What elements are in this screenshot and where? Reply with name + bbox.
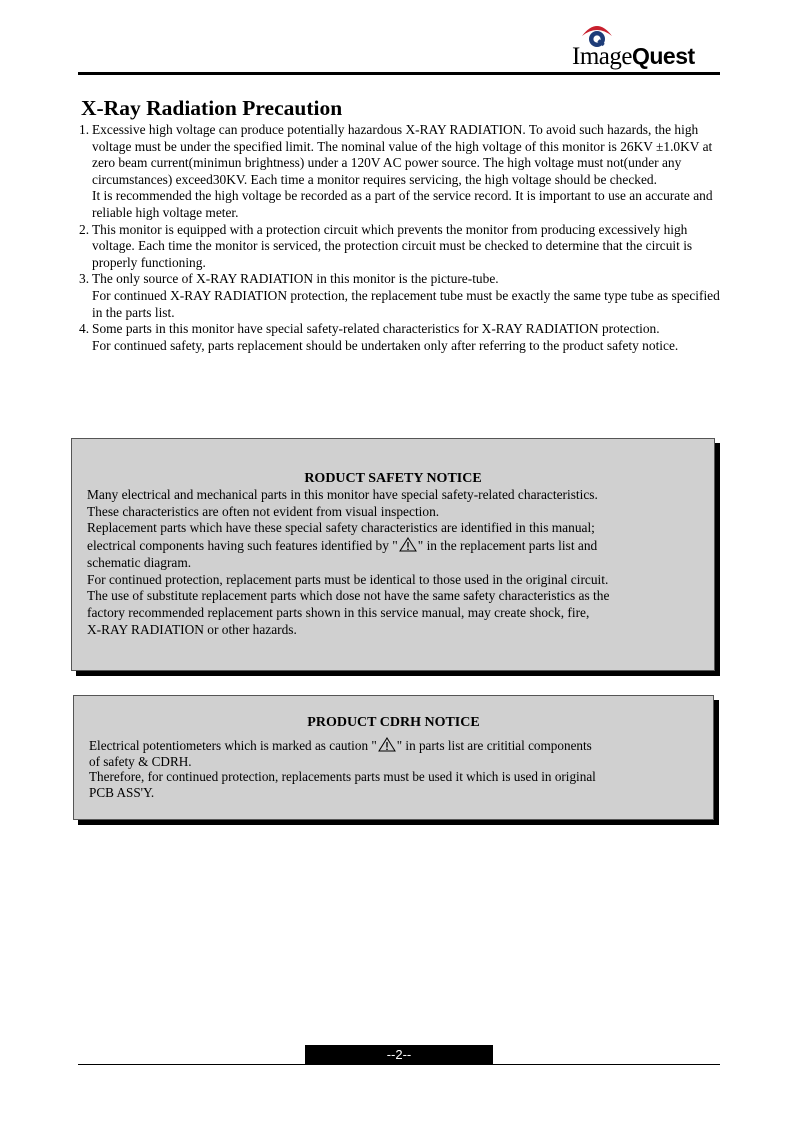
footer-rule bbox=[78, 1064, 720, 1065]
notice-line: These characteristics are often not evident from visual inspection. bbox=[87, 503, 440, 519]
cdrh-notice-body bbox=[74, 737, 713, 800]
list-item bbox=[79, 321, 729, 354]
list-paragraph: For continued X-RAY RADIATION protection, the replacement tube must be exactly the same type tube as specified in the parts list. bbox=[92, 287, 720, 320]
notice-line: Electrical potentiometers which is marked as caution " " in parts list are crititial components bbox=[89, 738, 592, 753]
precaution-list bbox=[79, 122, 729, 354]
notice-line: Many electrical and mechanical parts in this monitor have special safety-related characteristics. bbox=[87, 487, 598, 502]
notice-line: PCB ASS'Y. bbox=[89, 784, 155, 800]
list-number: 2. bbox=[79, 221, 90, 237]
imagequest-logo bbox=[572, 20, 717, 72]
notice-line: For continued protection, replacement parts must be identical to those used in the original circuit. bbox=[87, 571, 609, 587]
list-item bbox=[79, 222, 729, 272]
list-paragraph: This monitor is equipped with a protection circuit which prevents the monitor from producing excessively high voltage. Each time the monitor is serviced, the protection circuit must be checked to determine that the circuit is properly functioning. bbox=[92, 221, 693, 270]
list-paragraph: The only source of X-RAY RADIATION in this monitor is the picture-tube. bbox=[92, 271, 499, 287]
page-title: X-Ray Radiation Precaution bbox=[81, 96, 343, 120]
list-item bbox=[79, 122, 729, 222]
notice-line: X-RAY RADIATION or other hazards. bbox=[87, 621, 297, 637]
list-paragraph: For continued safety, parts replacement should be undertaken only after referring to the product safety notice. bbox=[92, 337, 679, 353]
notice-line: electrical components having such features identified by " " in the replacement parts list and bbox=[87, 538, 598, 554]
cdrh-notice-title: PRODUCT CDRH NOTICE bbox=[307, 715, 480, 730]
notice-line: schematic diagram. bbox=[87, 554, 192, 570]
list-paragraph: It is recommended the high voltage be recorded as a part of the service record. It is important to use an accurate and reliable high voltage meter. bbox=[92, 188, 713, 220]
list-paragraph: Excessive high voltage can produce potentially hazardous X-RAY RADIATION. To avoid such hazards, the high voltage must be under the specified limit. The nominal value of the high voltage of this monitor is 26KV ±1.0KV at zero beam current(minimun brightness) under a 120V AC power source. The high voltage must not(under any circumstances) exceed30KV. Each time a monitor requires servicing, the high voltage should be checked. bbox=[92, 122, 713, 187]
list-number: 1. bbox=[79, 122, 90, 137]
notice-line: Therefore, for continued protection, replacements parts must be used it which is used in original bbox=[89, 769, 596, 784]
header-rule bbox=[78, 72, 720, 75]
safety-notice-body bbox=[72, 487, 714, 638]
notice-line: of safety & CDRH. bbox=[89, 753, 192, 769]
list-item bbox=[79, 271, 729, 321]
notice-line: factory recommended replacement parts shown in this service manual, may create shock, fire, bbox=[87, 604, 590, 620]
list-number: 4. bbox=[79, 321, 90, 337]
product-safety-notice-box bbox=[71, 438, 715, 671]
product-cdrh-notice-box bbox=[73, 695, 714, 820]
logo-wordmark: ImageQuest bbox=[572, 43, 695, 70]
list-number: 3. bbox=[79, 271, 90, 287]
notice-line: The use of substitute replacement parts which dose not have the same safety characteristics as the bbox=[87, 588, 610, 604]
page-number: --2-- bbox=[305, 1045, 493, 1065]
notice-line: Replacement parts which have these special safety characteristics are identified in this manual; bbox=[87, 520, 595, 536]
list-paragraph: Some parts in this monitor have special safety-related characteristics for X-RAY RADIATION protection. bbox=[92, 321, 660, 337]
caution-triangle-icon bbox=[378, 737, 396, 752]
safety-notice-title: RODUCT SAFETY NOTICE bbox=[304, 471, 482, 486]
caution-triangle-icon bbox=[399, 537, 417, 552]
